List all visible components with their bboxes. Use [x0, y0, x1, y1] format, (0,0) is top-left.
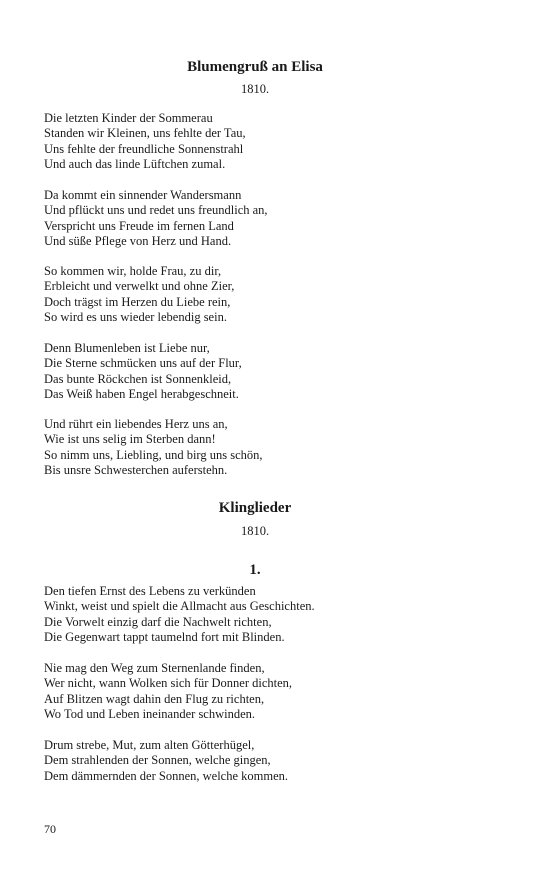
- stanza: [44, 341, 514, 403]
- verse-line: Erbleicht und verwelkt und ohne Zier,: [44, 279, 235, 294]
- verse-line: Drum strebe, Mut, zum alten Götterhügel,: [44, 738, 255, 752]
- page-number: 70: [44, 822, 56, 836]
- verse-line: So wird es uns wieder lebendig sein.: [44, 310, 227, 325]
- verse-line: Die letzten Kinder der Sommerau: [44, 111, 213, 125]
- verse-line: Und auch das linde Lüftchen zumal.: [44, 157, 226, 172]
- verse-line: Wie ist uns selig im Sterben dann!: [44, 432, 216, 447]
- verse-line: So kommen wir, holde Frau, zu dir,: [44, 264, 222, 278]
- stanza: [44, 584, 514, 646]
- verse-line: Den tiefen Ernst des Lebens zu verkünden: [44, 584, 256, 598]
- verse-line: So nimm uns, Liebling, und birg uns schön,: [44, 447, 263, 462]
- poem-title: Blumengruß an Elisa: [187, 59, 323, 75]
- verse-line: Und süße Pflege von Herz und Hand.: [44, 234, 232, 249]
- verse-line: Denn Blumenleben ist Liebe nur,: [44, 341, 210, 355]
- verse-line: Dem strahlenden der Sonnen, welche gingen,: [44, 753, 271, 768]
- verse-line: Uns fehlte der freundliche Sonnenstrahl: [44, 141, 244, 156]
- verse-line: Nie mag den Weg zum Sternenlande finden,: [44, 661, 265, 675]
- verse-line: Wer nicht, wann Wolken sich für Donner dichten,: [44, 676, 293, 691]
- verse-line: Und rührt ein liebendes Herz uns an,: [44, 417, 228, 431]
- verse-line: Standen wir Kleinen, uns fehlte der Tau,: [44, 126, 246, 141]
- verse-line: Wo Tod und Leben ineinander schwinden.: [44, 707, 256, 722]
- poem-year: 1810.: [240, 82, 270, 96]
- poem-title: Klinglieder: [218, 500, 292, 516]
- verse-line: Die Sterne schmücken uns auf der Flur,: [44, 356, 242, 371]
- verse-line: Die Gegenwart tappt taumelnd fort mit Blinden.: [44, 630, 285, 645]
- poem-year: 1810.: [240, 524, 270, 538]
- stanza: [44, 661, 514, 723]
- verse-line: Das Weiß haben Engel herabgeschneit.: [44, 387, 239, 402]
- stanza: [44, 417, 514, 479]
- verse-line: Auf Blitzen wagt dahin den Flug zu richten,: [44, 691, 265, 706]
- verse-line: Die Vorwelt einzig darf die Nachwelt richten,: [44, 614, 272, 629]
- verse-line: Dem dämmernden der Sonnen, welche kommen.: [44, 768, 289, 783]
- verse-line: Winkt, weist und spielt die Allmacht aus Geschichten.: [44, 599, 315, 614]
- verse-line: Und pflückt uns und redet uns freundlich an,: [44, 203, 268, 218]
- verse-line: Verspricht uns Freude im fernen Land: [44, 218, 234, 233]
- sonnet-number: 1.: [249, 562, 261, 578]
- verse-line: Da kommt ein sinnender Wandersmann: [44, 188, 242, 202]
- stanza: [44, 111, 514, 173]
- verse-line: Doch trägst im Herzen du Liebe rein,: [44, 294, 231, 309]
- stanza: [44, 188, 514, 250]
- verse-line: Das bunte Röckchen ist Sonnenkleid,: [44, 371, 232, 386]
- stanza: [44, 264, 514, 326]
- stanza: [44, 738, 514, 784]
- verse-line: Bis unsre Schwesterchen auferstehn.: [44, 463, 228, 478]
